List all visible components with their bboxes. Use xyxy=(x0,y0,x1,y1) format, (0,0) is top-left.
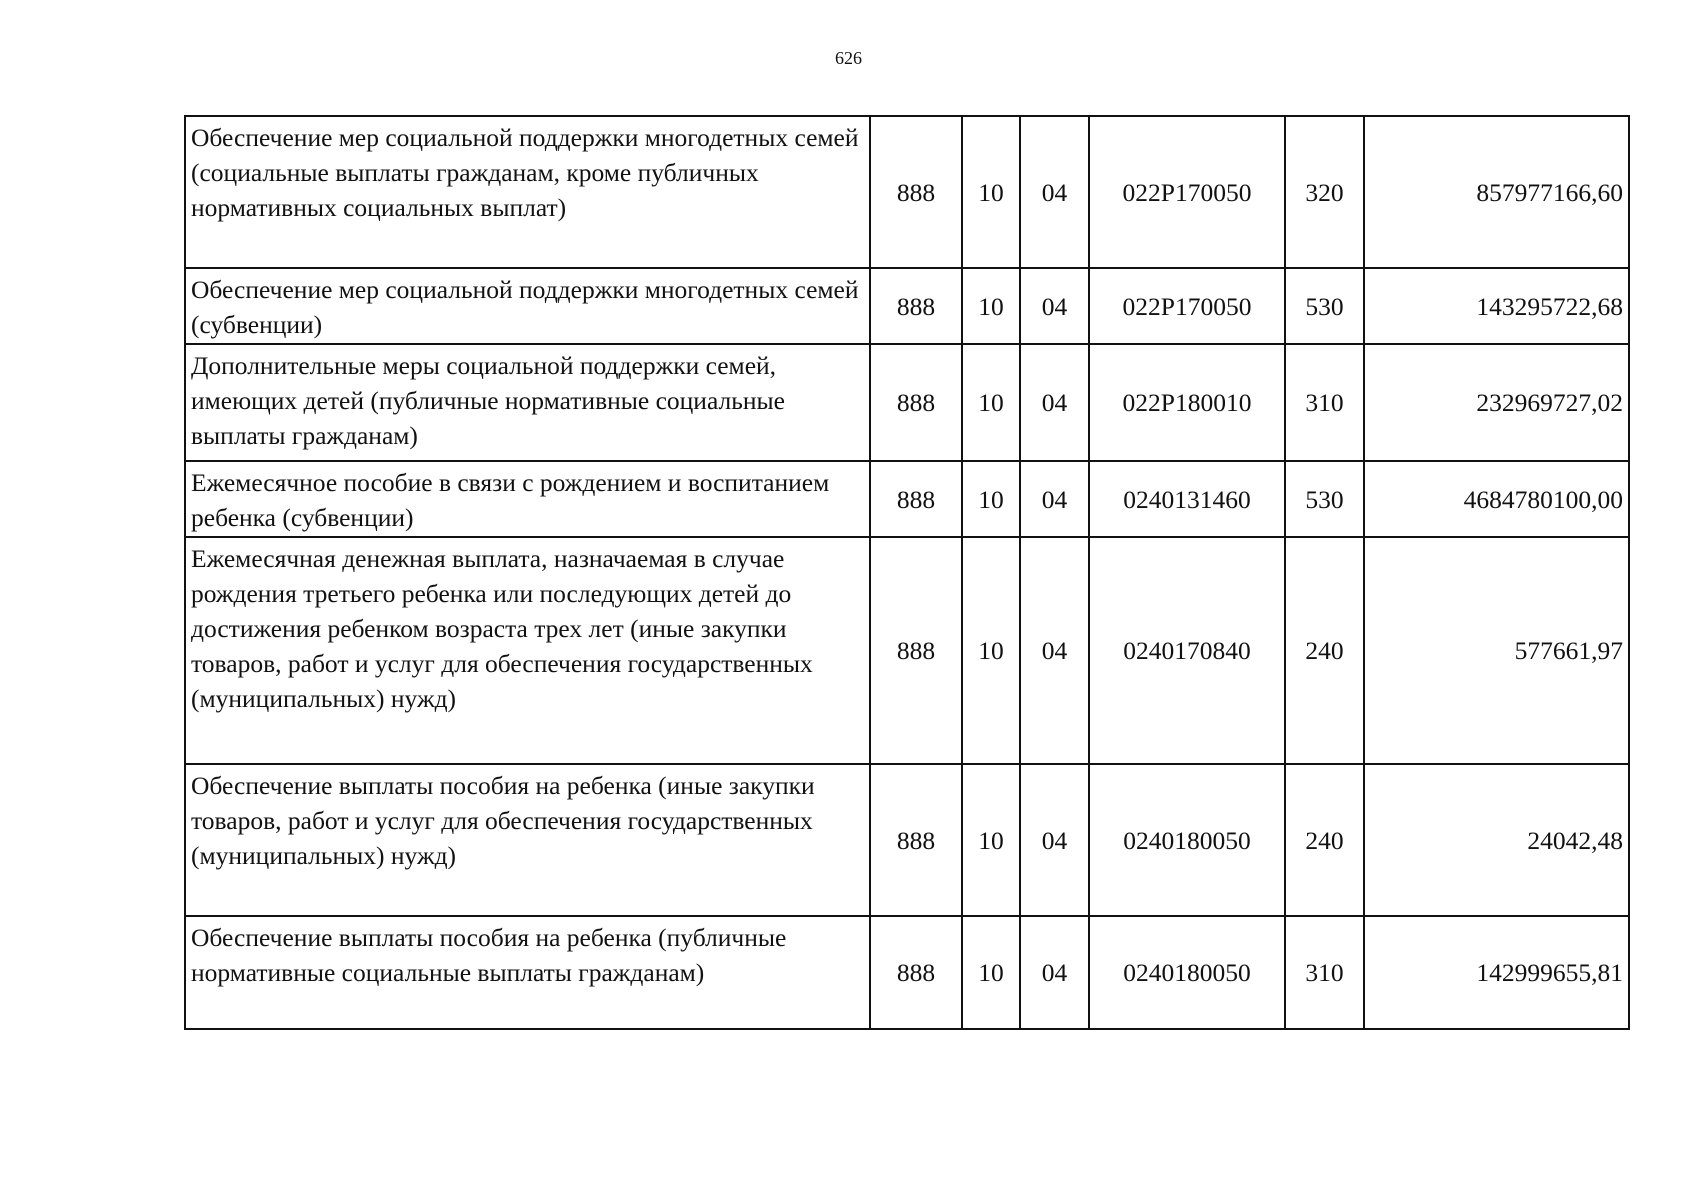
section-code: 10 xyxy=(962,461,1020,537)
row-description: Ежемесячная денежная выплата, назначаемая в случае рождения третьего ребенка или последующих детей до достижения ребенком возраста трех лет (иные закупки товаров, работ и услуг для обеспечения государственных (муниципальных) нужд) xyxy=(185,537,870,764)
section-code: 10 xyxy=(962,344,1020,461)
ministry-code: 888 xyxy=(870,344,962,461)
row-description: Обеспечение мер социальной поддержки многодетных семей (социальные выплаты гражданам, кроме публичных нормативных социальных выплат) xyxy=(185,116,870,268)
row-description: Обеспечение выплаты пособия на ребенка (публичные нормативные социальные выплаты гражданам) xyxy=(185,916,870,1029)
budget-table xyxy=(184,115,1630,1030)
row-description: Ежемесячное пособие в связи с рождением и воспитанием ребенка (субвенции) xyxy=(185,461,870,537)
subsection-code: 04 xyxy=(1020,461,1089,537)
expense-type-code: 310 xyxy=(1285,344,1364,461)
amount: 857977166,60 xyxy=(1364,116,1629,268)
target-article-code: 022Р180010 xyxy=(1089,344,1285,461)
subsection-code: 04 xyxy=(1020,268,1089,344)
table-row xyxy=(185,764,1629,916)
ministry-code: 888 xyxy=(870,916,962,1029)
table-row xyxy=(185,344,1629,461)
subsection-code: 04 xyxy=(1020,116,1089,268)
ministry-code: 888 xyxy=(870,764,962,916)
table-row xyxy=(185,537,1629,764)
target-article-code: 0240170840 xyxy=(1089,537,1285,764)
table-row xyxy=(185,916,1629,1029)
target-article-code: 022Р170050 xyxy=(1089,268,1285,344)
section-code: 10 xyxy=(962,116,1020,268)
subsection-code: 04 xyxy=(1020,537,1089,764)
expense-type-code: 530 xyxy=(1285,461,1364,537)
ministry-code: 888 xyxy=(870,116,962,268)
target-article-code: 022Р170050 xyxy=(1089,116,1285,268)
row-description: Обеспечение мер социальной поддержки многодетных семей (субвенции) xyxy=(185,268,870,344)
amount: 24042,48 xyxy=(1364,764,1629,916)
ministry-code: 888 xyxy=(870,268,962,344)
ministry-code: 888 xyxy=(870,461,962,537)
amount: 232969727,02 xyxy=(1364,344,1629,461)
amount: 143295722,68 xyxy=(1364,268,1629,344)
section-code: 10 xyxy=(962,537,1020,764)
expense-type-code: 310 xyxy=(1285,916,1364,1029)
row-description: Дополнительные меры социальной поддержки семей, имеющих детей (публичные нормативные социальные выплаты гражданам) xyxy=(185,344,870,461)
row-description: Обеспечение выплаты пособия на ребенка (иные закупки товаров, работ и услуг для обеспечения государственных (муниципальных) нужд) xyxy=(185,764,870,916)
subsection-code: 04 xyxy=(1020,764,1089,916)
table-row xyxy=(185,116,1629,268)
amount: 142999655,81 xyxy=(1364,916,1629,1029)
section-code: 10 xyxy=(962,268,1020,344)
expense-type-code: 530 xyxy=(1285,268,1364,344)
target-article-code: 0240180050 xyxy=(1089,916,1285,1029)
expense-type-code: 240 xyxy=(1285,764,1364,916)
section-code: 10 xyxy=(962,764,1020,916)
page-number: 626 xyxy=(835,48,862,68)
target-article-code: 0240131460 xyxy=(1089,461,1285,537)
subsection-code: 04 xyxy=(1020,344,1089,461)
expense-type-code: 320 xyxy=(1285,116,1364,268)
ministry-code: 888 xyxy=(870,537,962,764)
target-article-code: 0240180050 xyxy=(1089,764,1285,916)
table-row xyxy=(185,461,1629,537)
subsection-code: 04 xyxy=(1020,916,1089,1029)
table-row xyxy=(185,268,1629,344)
expense-type-code: 240 xyxy=(1285,537,1364,764)
section-code: 10 xyxy=(962,916,1020,1029)
amount: 577661,97 xyxy=(1364,537,1629,764)
amount: 4684780100,00 xyxy=(1364,461,1629,537)
